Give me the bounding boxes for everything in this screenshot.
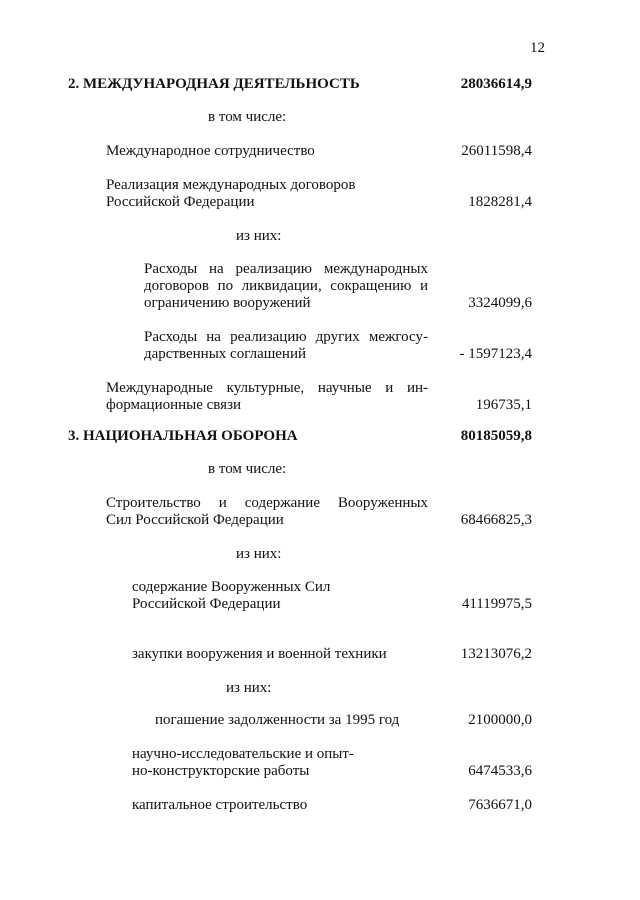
item-value-treaties: 1828281,4 — [468, 194, 532, 210]
item-value-maintenance: 41119975,5 — [461, 596, 532, 612]
item-value-international-cooperation: 26011598,4 — [461, 143, 532, 159]
item-label-other-agreements-line2: дарственных соглашений — [144, 346, 307, 362]
item-label-other-agreements-line1: Расходы на реализацию других межгосу- — [144, 329, 428, 345]
item-label-cultural-ties-line1: Международные культурные, научные и ин- — [106, 380, 428, 396]
section-heading-international: 2. МЕЖДУНАРОДНАЯ ДЕЯТЕЛЬНОСТЬ — [68, 76, 360, 92]
item-label-armed-forces-line2: Сил Российской Федерации — [106, 512, 284, 528]
item-label-arms-reduction-line1: Расходы на реализацию международных — [144, 261, 428, 277]
item-value-construction: 7636671,0 — [468, 797, 532, 813]
including-label: в том числе: — [208, 461, 287, 477]
item-value-armed-forces: 68466825,3 — [460, 512, 532, 528]
section-heading-defense: 3. НАЦИОНАЛЬНАЯ ОБОРОНА — [68, 428, 298, 444]
including-label: в том числе: — [208, 109, 287, 125]
of-which-label: из них: — [226, 680, 272, 696]
item-label-treaties-line1: Реализация международных договоров — [106, 177, 356, 193]
item-label-procurement: закупки вооружения и военной техники — [132, 646, 387, 662]
item-label-rnd-line2: но-конструкторские работы — [132, 763, 310, 779]
item-label-debt-repayment: погашение задолженности за 1995 год — [155, 712, 400, 728]
item-value-debt-repayment: 2100000,0 — [468, 712, 532, 728]
section-total-defense: 80185059,8 — [460, 428, 532, 444]
item-label-rnd-line1: научно-исследовательские и опыт- — [132, 746, 354, 762]
item-label-armed-forces-line1: Строительство и содержание Вооруженных — [106, 495, 428, 511]
of-which-label: из них: — [236, 228, 282, 244]
item-label-cultural-ties-line2: формационные связи — [106, 397, 242, 413]
item-value-cultural-ties: 196735,1 — [475, 397, 532, 413]
item-label-treaties-line2: Российской Федерации — [106, 194, 255, 210]
item-label-construction: капитальное строительство — [132, 797, 308, 813]
item-label-maintenance-line1: содержание Вооруженных Сил — [132, 579, 331, 595]
page-number: 12 — [530, 40, 545, 56]
of-which-label: из них: — [236, 546, 282, 562]
item-value-rnd: 6474533,6 — [468, 763, 532, 779]
item-label-arms-reduction-line2: договоров по ликвидации, сокращению и — [144, 278, 428, 294]
item-label-maintenance-line2: Российской Федерации — [132, 596, 281, 612]
item-value-other-agreements: - 1597123,4 — [459, 346, 532, 362]
item-value-arms-reduction: 3324099,6 — [468, 295, 532, 311]
item-value-procurement: 13213076,2 — [460, 646, 532, 662]
item-label-arms-reduction-line3: ограничению вооружений — [144, 295, 311, 311]
section-total-international: 28036614,9 — [460, 76, 532, 92]
item-label-international-cooperation: Международное сотрудничество — [106, 143, 315, 159]
